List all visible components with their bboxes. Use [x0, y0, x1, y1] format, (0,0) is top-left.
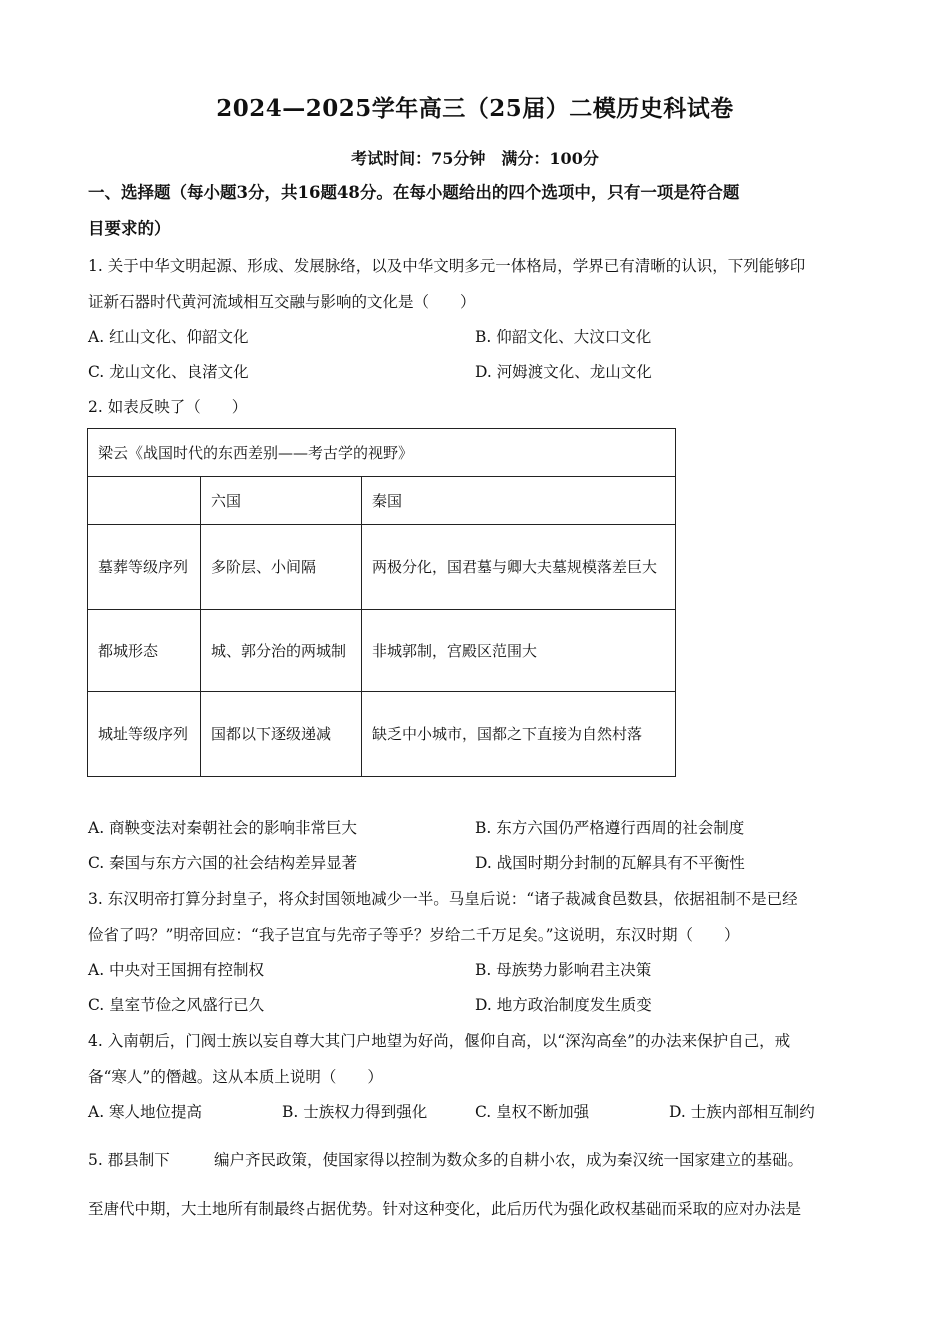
question-4-stem-cont: 备“寒人”的僭越。这从本质上说明（ ） [88, 1068, 383, 1086]
table-header-qin: 秦国 [362, 477, 676, 525]
section-heading-line-1: 一、选择题（每小题3分，共16题48分。在每小题给出的四个选项中，只有一项是符合题 [88, 183, 740, 202]
question-2-option-a: A. 商鞅变法对秦朝社会的影响非常巨大 [88, 819, 358, 837]
exam-time-score: 考试时间：75分钟 满分：100分 [351, 149, 599, 168]
question-2-option-d: D. 战国时期分封制的瓦解具有不平衡性 [475, 854, 745, 872]
question-1-option-a: A. 红山文化、仰韶文化 [88, 328, 249, 346]
exam-title: 2024—2025学年高三（25届）二模历史科试卷 [216, 95, 734, 122]
question-4-option-b: B. 士族权力得到强化 [282, 1103, 428, 1121]
question-2-option-b: B. 东方六国仍严格遵行西周的社会制度 [475, 819, 745, 837]
table-caption: 梁云《战国时代的东西差别——考古学的视野》 [88, 429, 676, 477]
table-header-empty [88, 477, 201, 525]
question-2-option-c: C. 秦国与东方六国的社会结构差异显著 [88, 854, 358, 872]
question-3-option-b: B. 母族势力影响君主决策 [475, 961, 652, 979]
table-cell: 非城郭制，宫殿区范围大 [362, 610, 676, 692]
question-4-option-c: C. 皇权不断加强 [475, 1103, 590, 1121]
question-4-option-d: D. 士族内部相互制约 [669, 1103, 815, 1121]
table-cell: 两极分化，国君墓与卿大夫墓规模落差巨大 [362, 525, 676, 610]
table-cell: 国都以下逐级递减 [201, 692, 362, 777]
question-1-option-c: C. 龙山文化、良渚文化 [88, 363, 249, 381]
table-cell: 城、郭分治的两城制 [201, 610, 362, 692]
question-3-option-a: A. 中央对王国拥有控制权 [88, 961, 265, 979]
question-1-stem-cont: 证新石器时代黄河流域相互交融与影响的文化是（ ） [88, 293, 476, 311]
question-5-stem-cont: 至唐代中期，大土地所有制最终占据优势。针对这种变化，此后历代为强化政权基础而采取的应对办法是 [88, 1200, 802, 1218]
table-header-six-states: 六国 [201, 477, 362, 525]
table-cell: 多阶层、小间隔 [201, 525, 362, 610]
question-3-option-c: C. 皇室节俭之风盛行已久 [88, 996, 265, 1014]
question-4-option-a: A. 寒人地位提高 [88, 1103, 203, 1121]
section-heading-line-2: 目要求的） [88, 219, 171, 238]
question-3-option-d: D. 地方政治制度发生质变 [475, 996, 652, 1014]
question-2-stem: 2. 如表反映了（ ） [88, 398, 248, 416]
question-3-stem: 3. 东汉明帝打算分封皇子，将众封国领地减少一半。马皇后说：“诸子裁减食邑数县，依据祖制不是已经 [88, 890, 798, 908]
question-3-stem-cont: 俭省了吗？”明帝回应：“我子岂宜与先帝子等乎？岁给二千万足矣。”这说明，东汉时期（ ） [88, 926, 740, 944]
table-cell: 都城形态 [88, 610, 201, 692]
question-2-table [87, 428, 676, 777]
question-1-option-d: D. 河姆渡文化、龙山文化 [475, 363, 652, 381]
question-1-option-b: B. 仰韶文化、大汶口文化 [475, 328, 652, 346]
question-4-stem: 4. 入南朝后，门阀士族以妄自尊大其门户地望为好尚，偃仰自高，以“深沟高垒”的办法来保护自己，戒 [88, 1032, 791, 1050]
table-cell: 城址等级序列 [88, 692, 201, 777]
question-5-stem: 编户齐民政策，使国家得以控制为数众多的自耕小农，成为秦汉统一国家建立的基础。 [214, 1151, 804, 1169]
table-cell: 墓葬等级序列 [88, 525, 201, 610]
question-1-stem: 1. 关于中华文明起源、形成、发展脉络，以及中华文明多元一体格局，学界已有清晰的认识，下列能够印 [88, 257, 806, 275]
table-cell: 缺乏中小城市，国都之下直接为自然村落 [362, 692, 676, 777]
question-5-stem-start: 5. 郡县制下 [88, 1151, 170, 1169]
